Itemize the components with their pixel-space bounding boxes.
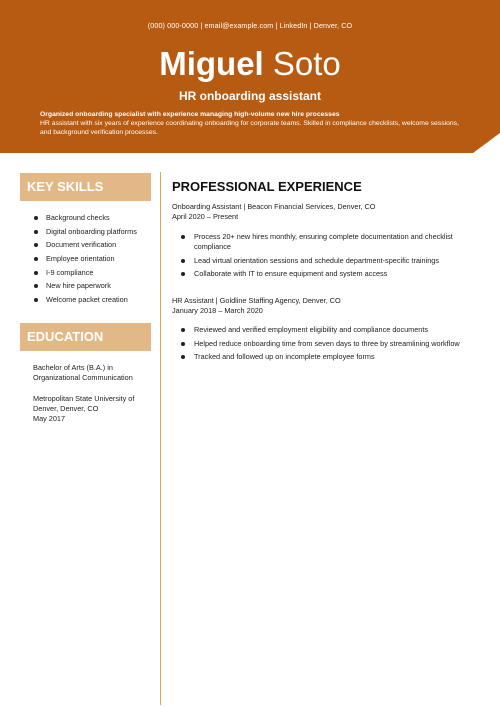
- skill-item: Digital onboarding platforms: [33, 225, 137, 239]
- skill-item: Document verification: [33, 238, 137, 252]
- job-dates: April 2020 – Present: [172, 212, 239, 221]
- header-corner-cut: [473, 133, 500, 153]
- first-name: Miguel: [159, 45, 264, 82]
- skill-item: Employee orientation: [33, 252, 137, 266]
- job-bullet: Reviewed and verified employment eligibility and compliance documents: [180, 325, 490, 335]
- job-bullet: Process 20+ new hires monthly, ensuring complete documentation and checklist compliance: [180, 232, 490, 252]
- summary: [40, 110, 465, 137]
- job-title: HR onboarding assistant: [178, 89, 321, 103]
- skill-item: Background checks: [33, 211, 137, 225]
- job-dates: January 2018 – March 2020: [172, 306, 263, 315]
- experience-heading: PROFESSIONAL EXPERIENCE: [172, 179, 362, 194]
- job-bullet: Tracked and followed up on incomplete employee forms: [180, 352, 490, 362]
- job-header: HR Assistant | Goldline Staffing Agency, Denver, CO: [172, 296, 341, 305]
- education-heading: EDUCATION: [20, 323, 151, 351]
- skill-item: I-9 compliance: [33, 266, 137, 280]
- summary-body: HR assistant with six years of experience coordinating onboarding for corporate teams. Skilled in compliance checklists, welcome sessions, and background verification processes.: [40, 120, 459, 136]
- column-divider: [160, 172, 161, 705]
- job-bullet: Collaborate with IT to ensure equipment and system access: [180, 269, 490, 279]
- contact-line: (000) 000-0000 | email@example.com | LinkedIn | Denver, CO: [147, 21, 353, 30]
- education-date: May 2017: [33, 414, 66, 423]
- candidate-name: [0, 42, 500, 86]
- education-school: Metropolitan State University of Denver, Denver, CO: [33, 394, 135, 413]
- job-bullets: [180, 325, 490, 366]
- resume-header: [0, 0, 500, 153]
- skills-heading: KEY SKILLS: [20, 173, 151, 201]
- job-bullet: Helped reduce onboarding time from seven days to three by streamlining workflow: [180, 339, 490, 349]
- job-bullet: Lead virtual orientation sessions and schedule department-specific trainings: [180, 256, 490, 266]
- job-bullets: [180, 232, 490, 283]
- summary-lead: Organized onboarding specialist with experience managing high-volume new hire processes: [40, 111, 340, 118]
- skill-item: Welcome packet creation: [33, 293, 137, 307]
- skill-item: New hire paperwork: [33, 279, 137, 293]
- job-header: Onboarding Assistant | Beacon Financial Services, Denver, CO: [172, 202, 376, 211]
- last-name: Soto: [272, 45, 341, 82]
- education-degree: Bachelor of Arts (B.A.) in Organizational Communication: [33, 363, 133, 382]
- skills-list: [33, 211, 137, 307]
